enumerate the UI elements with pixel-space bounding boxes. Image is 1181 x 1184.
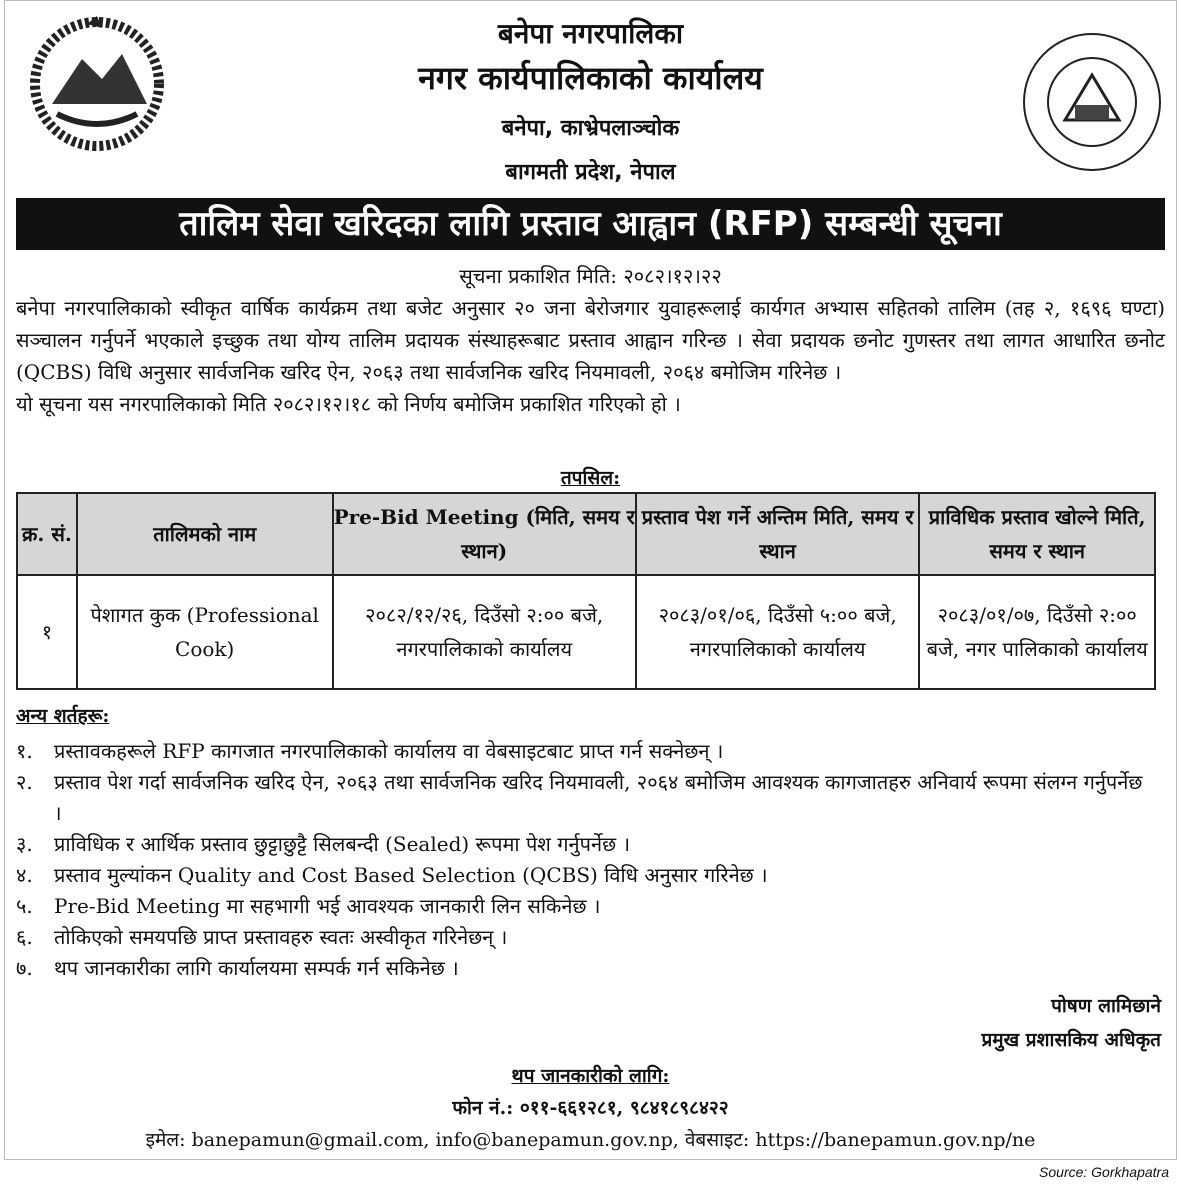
signatory-name: पोषण लामिछाने — [1051, 995, 1161, 1017]
list-item — [16, 736, 1151, 767]
list-item — [16, 860, 1151, 891]
list-item — [16, 829, 1151, 860]
col-prebid: Pre-Bid Meeting (मिति, समय र स्थान) — [333, 493, 636, 575]
item-text: Pre-Bid Meeting मा सहभागी भई आवश्यक जानकारी लिन सकिनेछ । — [54, 894, 601, 918]
table-header-row — [17, 493, 1155, 575]
source-credit: Source: Gorkhapatra — [1039, 1164, 1169, 1180]
cell-opening: २०८३/०१/०७, दिउँसो २:०० बजे, नगर पालिकाको कार्यालय — [919, 575, 1155, 689]
list-item — [16, 922, 1151, 953]
item-number: ७. — [16, 956, 33, 980]
table-row — [17, 575, 1155, 689]
office-location: बनेपा, काभ्रेपलाञ्चोक — [501, 116, 680, 141]
schedule-heading: तपसिल: — [560, 467, 621, 489]
list-item — [16, 953, 1151, 984]
notice-title: तालिम सेवा खरिदका लागि प्रस्ताव आह्वान (RFP) सम्बन्धी सूचना — [16, 198, 1165, 250]
notice-body — [16, 292, 1165, 420]
email-website: इमेल: banepamun@gmail.com, info@banepamun.gov.np, वेबसाइट: https://banepamun.gov.np/ne — [145, 1129, 1036, 1151]
item-number: ६. — [16, 925, 33, 949]
item-number: ४. — [16, 863, 33, 887]
item-text: थप जानकारीका लागि कार्यालयमा सम्पर्क गर्न सकिनेछ । — [54, 956, 459, 980]
decision-paragraph: यो सूचना यस नगरपालिकाको मिति २०८२।१२।१८ को निर्णय बमोजिम प्रकाशित गरिएको हो । — [16, 392, 681, 416]
cell-training-name: पेशागत कुक (Professional Cook) — [77, 575, 333, 689]
office-name: नगर कार्यपालिकाको कार्यालय — [418, 59, 763, 97]
item-number: ३. — [16, 832, 33, 856]
item-number: २. — [16, 770, 33, 794]
list-item — [16, 891, 1151, 922]
province-country: बागमती प्रदेश, नेपाल — [505, 160, 676, 185]
cell-prebid: २०८२/१२/२६, दिउँसो २:०० बजे, नगरपालिकाको कार्यालय — [333, 575, 636, 689]
published-date: सूचना प्रकाशित मिति: २०८२।१२।२२ — [459, 264, 722, 288]
item-text: प्रस्तावकहरूले RFP कागजात नगरपालिकाको कार्यालय वा वेबसाइटबाट प्राप्त गर्न सक्नेछन् । — [54, 739, 724, 763]
body-paragraph: बनेपा नगरपालिकाको स्वीकृत वार्षिक कार्यक्रम तथा बजेट अनुसार २० जना बेरोजगार युवाहरूलाई कार्यगत अभ्यास सहितको तालिम (तह २, १६९६ घण्टा) सञ्चालन गर्नुपर्ने भएकाले इच्छुक तथा योग्य तालिम प्रदायक संस्थाहरूबाट प्रस्ताव आह्वान गरिन्छ । सेवा प्रदायक छनोट गुणस्तर तथा लागत आधारित छनोट (QCBS) विधि अनुसार सार्वजनिक खरिद ऐन, २०६३ तथा सार्वजनिक खरिद नियमावली, २०६४ बमोजिम गरिनेछ । — [16, 296, 1165, 384]
item-text: प्राविधिक र आर्थिक प्रस्ताव छुट्टाछुट्टै सिलबन्दी (Sealed) रूपमा पेश गर्नुपर्नेछ । — [54, 832, 631, 856]
col-submission: प्रस्ताव पेश गर्ने अन्तिम मिति, समय र स्थान — [636, 493, 919, 575]
conditions-heading: अन्य शर्तहरू: — [16, 705, 110, 727]
contact-heading: थप जानकारीको लागि: — [511, 1065, 670, 1087]
list-item — [16, 767, 1151, 829]
col-opening: प्राविधिक प्रस्ताव खोल्ने मिति, समय र स्थान — [919, 493, 1155, 575]
phone-numbers: फोन नं.: ०११-६६१२८१, ९८४१८९८४२२ — [452, 1097, 729, 1119]
item-text: प्रस्ताव मुल्यांकन Quality and Cost Based Selection (QCBS) विधि अनुसार गरिनेछ । — [54, 863, 768, 887]
signatory-designation: प्रमुख प्रशासकिय अधिकृत — [981, 1029, 1161, 1051]
schedule-table — [16, 492, 1156, 690]
col-training-name: तालिमको नाम — [77, 493, 333, 575]
item-number: ५. — [16, 894, 33, 918]
item-text: प्रस्ताव पेश गर्दा सार्वजनिक खरिद ऐन, २०६३ तथा सार्वजनिक खरिद नियमावली, २०६४ बमोजिम आवश्यक कागजातहरु अनिवार्य रूपमा संलग्न गर्नुपर्नेछ । — [54, 770, 1143, 825]
item-number: १. — [16, 739, 33, 763]
cell-submission: २०८३/०१/०६, दिउँसो ५:०० बजे, नगरपालिकाको कार्यालय — [636, 575, 919, 689]
item-text: तोकिएको समयपछि प्राप्त प्रस्तावहरु स्वतः अस्वीकृत गरिनेछन् । — [54, 925, 508, 949]
conditions-list — [16, 736, 1151, 984]
cell-serial: १ — [17, 575, 77, 689]
municipality-name: बनेपा नगरपालिका — [497, 17, 684, 50]
municipality-seal — [1020, 30, 1165, 175]
col-serial: क्र. सं. — [17, 493, 77, 575]
